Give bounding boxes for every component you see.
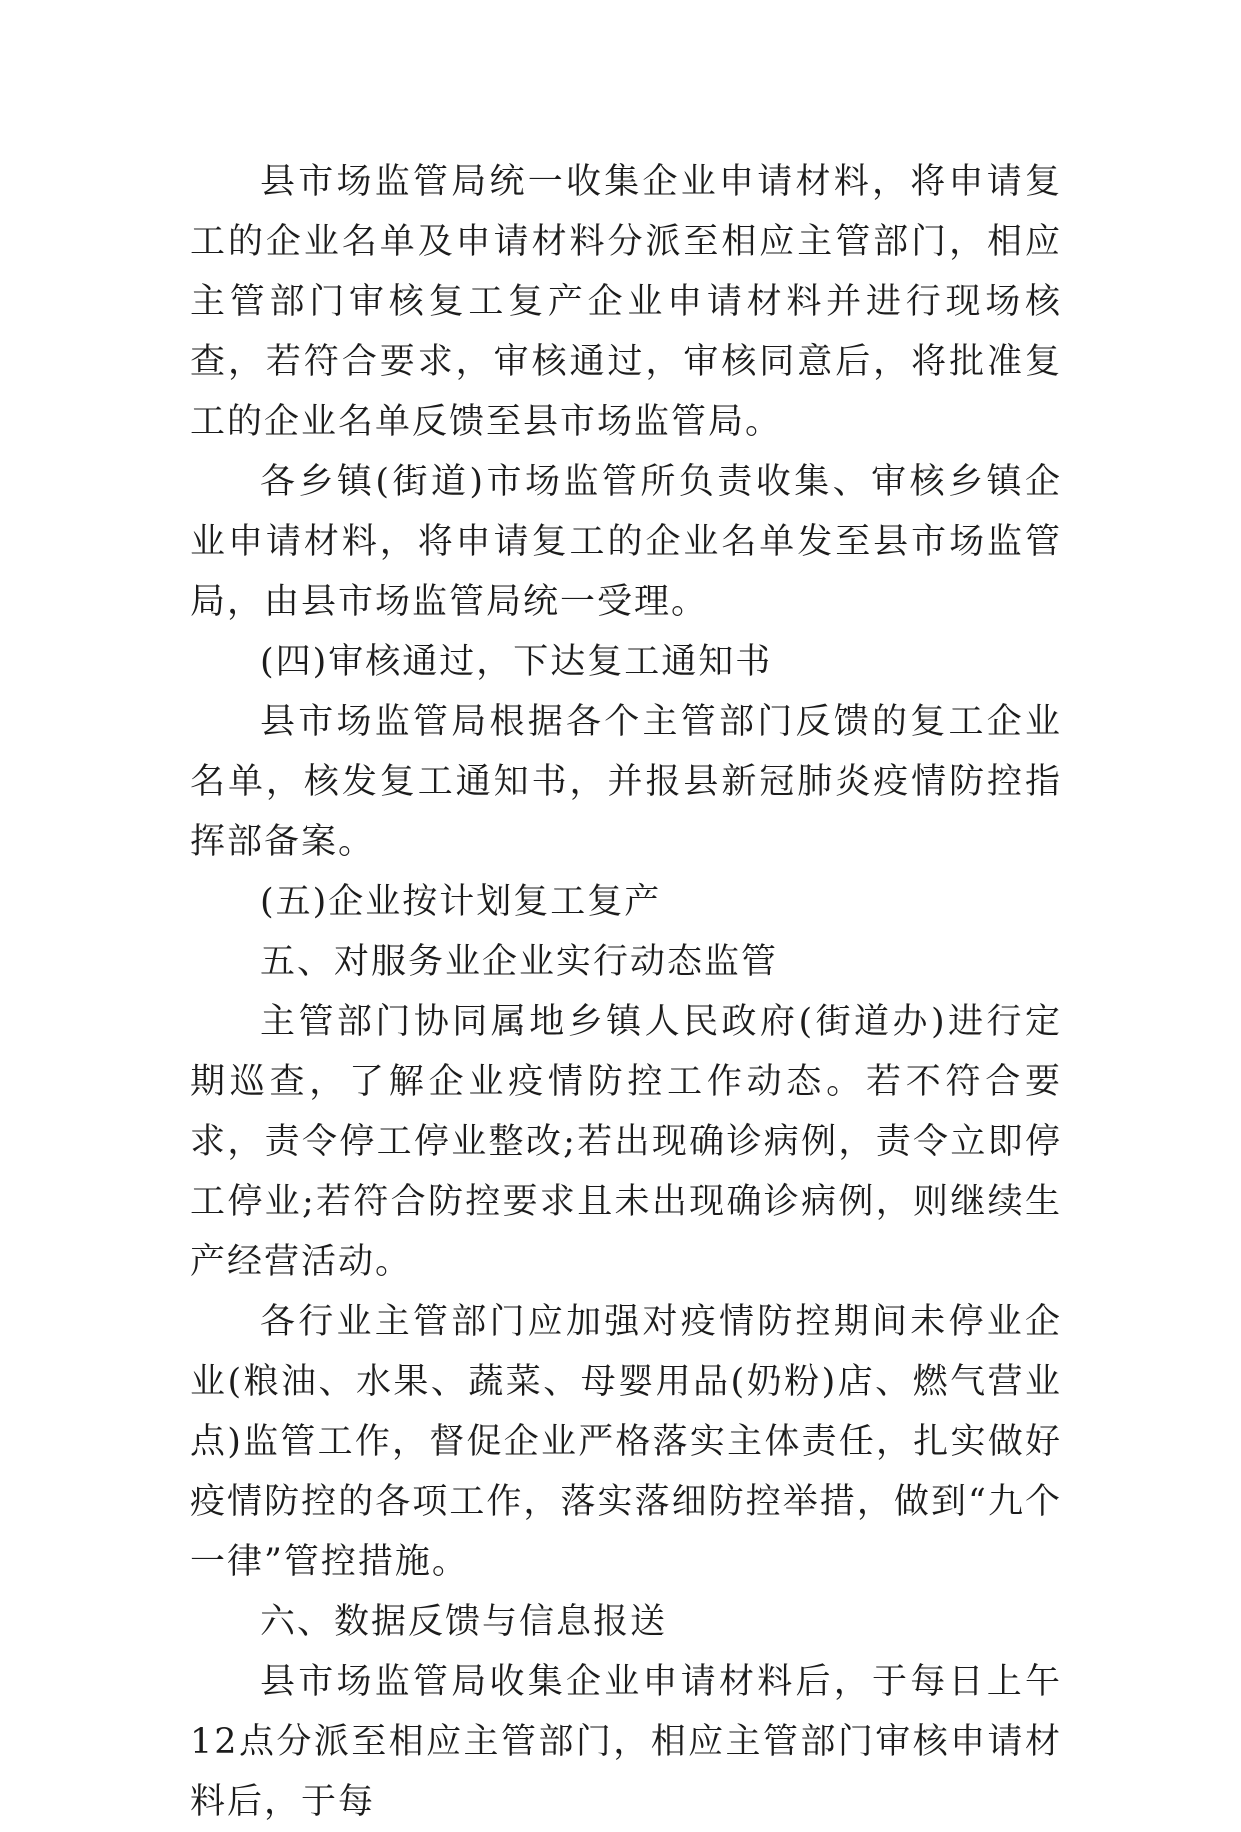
subheading-approval-notice: (四)审核通过，下达复工通知书 — [260, 642, 773, 682]
paragraph-data-feedback: 县市场监管局收集企业申请材料后，于每日上午12点分派至相应主管部门，相应主管部门审核申请材料后，于每 — [190, 1662, 1062, 1822]
paragraph-industry-supervision: 各行业主管部门应加强对疫情防控期间未停业企业(粮油、水果、蔬菜、母婴用品(奶粉)店、燃气营业点)监管工作，督促企业严格落实主体责任，扎实做好疫情防控的各项工作，落实落细防控举措，做到“九个一律”管控措施。 — [190, 1302, 1062, 1582]
paragraph-township-supervision: 各乡镇(街道)市场监管所负责收集、审核乡镇企业申请材料，将申请复工的企业名单发至县市场监管局，由县市场监管局统一受理。 — [190, 462, 1062, 622]
paragraph-issue-notice: 县市场监管局根据各个主管部门反馈的复工企业名单，核发复工通知书，并报县新冠肺炎疫情防控指挥部备案。 — [190, 702, 1062, 862]
paragraph-regular-inspection: 主管部门协同属地乡镇人民政府(街道办)进行定期巡查，了解企业疫情防控工作动态。若不符合要求，责令停工停业整改;若出现确诊病例，责令立即停工停业;若符合防控要求且未出现确诊病例，则继续生产经营活动。 — [190, 1002, 1062, 1282]
section-heading-dynamic-supervision: 五、对服务业企业实行动态监管 — [260, 942, 779, 982]
section-heading-data-feedback: 六、数据反馈与信息报送 — [260, 1602, 668, 1642]
subheading-resume-production: (五)企业按计划复工复产 — [260, 882, 662, 922]
document-body — [190, 152, 1062, 1832]
paragraph-enterprise-application-collection: 县市场监管局统一收集企业申请材料，将申请复工的企业名单及申请材料分派至相应主管部门，相应主管部门审核复工复产企业申请材料并进行现场核查，若符合要求，审核通过，审核同意后，将批准复工的企业名单反馈至县市场监管局。 — [190, 162, 1062, 442]
